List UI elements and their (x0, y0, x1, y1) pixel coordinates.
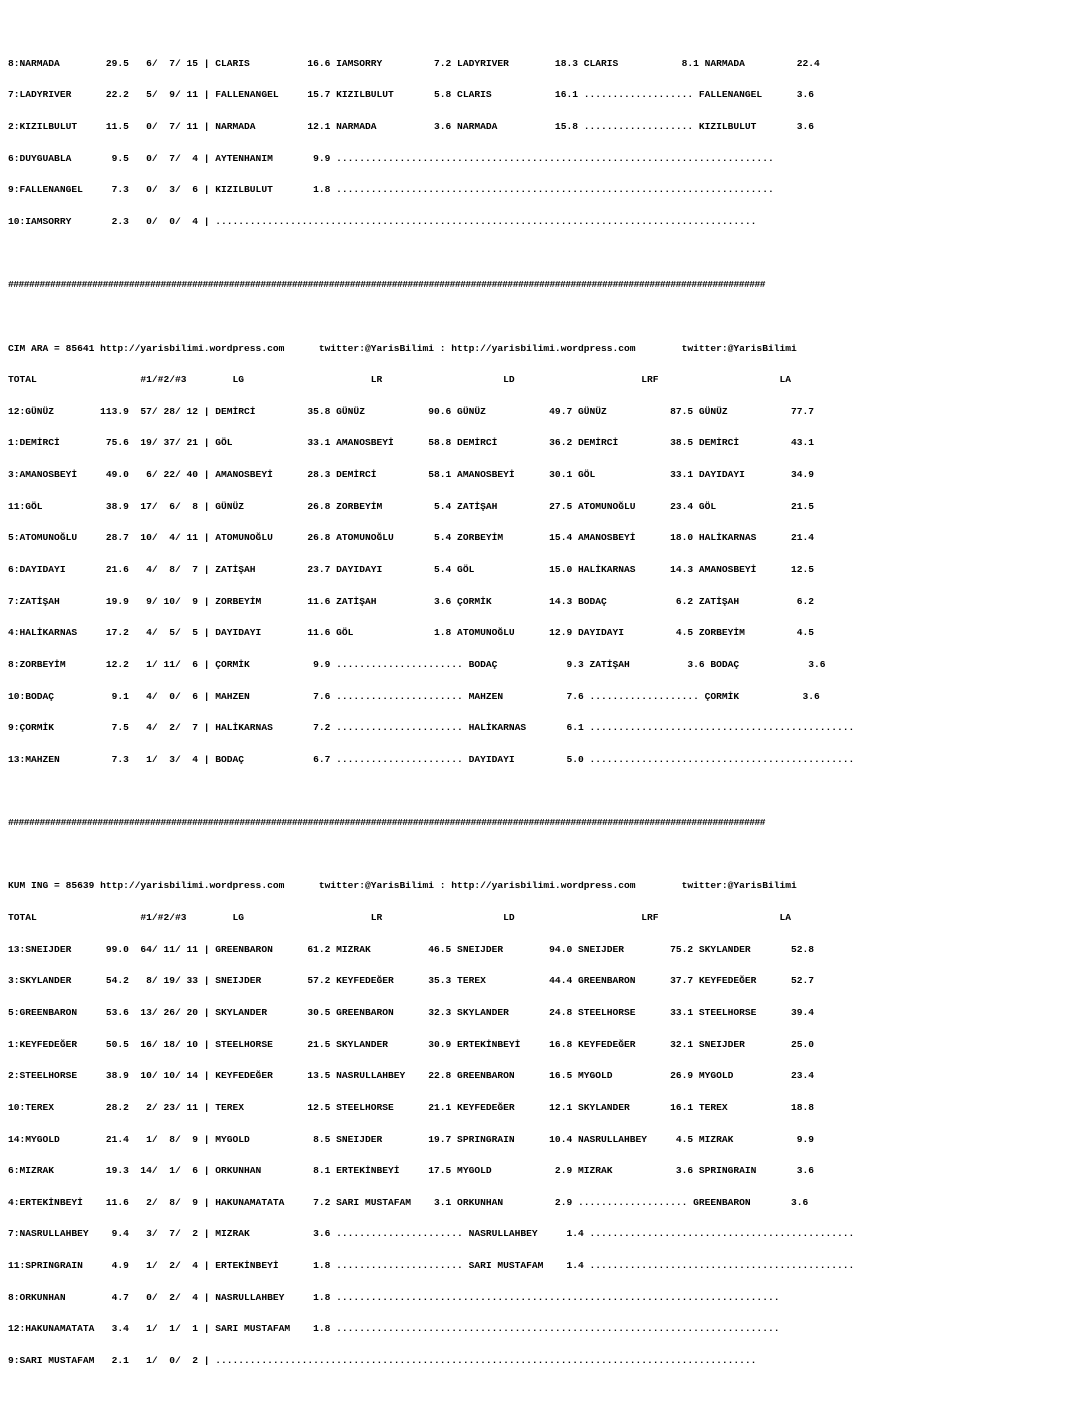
result-line: 10:IAMSORRY 2.3 0/ 0/ 4 | .............................................................................................. (8, 215, 757, 227)
result-line: 2:KIZILBULUT 11.5 0/ 7/ 11 | NARMADA 12.1 NARMADA 3.6 NARMADA 15.8 ................... KIZILBULUT 3.6 (8, 121, 815, 133)
race-header: CIM ARA = 85641 http://yarisbilimi.wordpress.com twitter:@YarisBilimi : http://yarisbilimi.wordpress.com twitter:@YarisBilimi (8, 342, 797, 354)
result-line: 14:MYGOLD 21.4 1/ 8/ 9 | MYGOLD 8.5 SNEIJDER 19.7 SPRINGRAIN 10.4 NASRULLAHBEY 4.5 MIZRAK 9.9 (8, 1133, 815, 1145)
result-line: 13:MAHZEN 7.3 1/ 3/ 4 | BODAÇ 6.7 ...................... DAYIDAYI 5.0 .............................................. (8, 753, 855, 765)
result-line: 5:ATOMUNOĞLU 28.7 10/ 4/ 11 | ATOMUNOĞLU 26.8 ATOMUNOĞLU 5.4 ZORBEYİM 15.4 AMANOSBEYİ 18.0 HALİKARNAS 21.4 (8, 532, 815, 544)
result-line: 10:TEREX 28.2 2/ 23/ 11 | TEREX 12.5 STEELHORSE 21.1 KEYFEDEĞER 12.1 SKYLANDER 16.1 TEREX 18.8 (8, 1101, 815, 1113)
result-line: 3:SKYLANDER 54.2 8/ 19/ 33 | SNEIJDER 57.2 KEYFEDEĞER 35.3 TEREX 44.4 GREENBARON 37.7 KEYFEDEĞER 52.7 (8, 975, 815, 987)
result-line: 9:ÇORMİK 7.5 4/ 2/ 7 | HALİKARNAS 7.2 ...................... HALİKARNAS 6.1 .............................................. (8, 722, 855, 734)
result-line: 7:ZATİŞAH 19.9 9/ 10/ 9 | ZORBEYİM 11.6 ZATİŞAH 3.6 ÇORMİK 14.3 BODAÇ 6.2 ZATİŞAH 6.2 (8, 595, 815, 607)
result-line: 1:DEMİRCİ 75.6 19/ 37/ 21 | GÖL 33.1 AMANOSBEYİ 58.8 DEMİRCİ 36.2 DEMİRCİ 38.5 DEMİRCİ 43.1 (8, 437, 815, 449)
section-kum-ing (8, 860, 1077, 1387)
result-line: 9:FALLENANGEL 7.3 0/ 3/ 6 | KIZILBULUT 1.8 ............................................................................ (8, 184, 774, 196)
result-line: 8:ORKUNHAN 4.7 0/ 2/ 4 | NASRULLAHBEY 1.8 ............................................................................. (8, 1291, 780, 1303)
result-line: 12:GÜNÜZ 113.9 57/ 28/ 12 | DEMİRCİ 35.8 GÜNÜZ 90.6 GÜNÜZ 49.7 GÜNÜZ 87.5 GÜNÜZ 77.7 (8, 405, 815, 417)
section-top-results (8, 38, 1077, 249)
result-line: 3:AMANOSBEYİ 49.0 6/ 22/ 40 | AMANOSBEYİ 28.3 DEMİRCİ 58.1 AMANOSBEYİ 30.1 GÖL 33.1 DAYIDAYI 34.9 (8, 469, 815, 481)
result-line: 2:STEELHORSE 38.9 10/ 10/ 14 | KEYFEDEĞER 13.5 NASRULLAHBEY 22.8 GREENBARON 16.5 MYGOLD 26.9 MYGOLD 23.4 (8, 1070, 815, 1082)
result-line: 8:ZORBEYİM 12.2 1/ 11/ 6 | ÇORMİK 9.9 ...................... BODAÇ 9.3 ZATİŞAH 3.6 BODAÇ 3.6 (8, 658, 826, 670)
result-line: 6:MIZRAK 19.3 14/ 1/ 6 | ORKUNHAN 8.1 ERTEKİNBEYİ 17.5 MYGOLD 2.9 MIZRAK 3.6 SPRINGRAIN 3.6 (8, 1165, 815, 1177)
result-line: 9:SARI MUSTAFAM 2.1 1/ 0/ 2 | .............................................................................................. (8, 1355, 757, 1366)
race-header: KUM ING = 85639 http://yarisbilimi.wordpress.com twitter:@YarisBilimi : http://yarisbilimi.wordpress.com twitter:@YarisBilimi (8, 880, 797, 892)
separator-line: ################################################################################################################################################ (8, 817, 766, 829)
result-line: 5:GREENBARON 53.6 13/ 26/ 20 | SKYLANDER 30.5 GREENBARON 32.3 SKYLANDER 24.8 STEELHORSE 33.1 STEELHORSE 39.4 (8, 1006, 815, 1018)
result-line: 6:DUYGUABLA 9.5 0/ 7/ 4 | AYTENHANIM 9.9 ............................................................................ (8, 152, 774, 164)
result-line: 6:DAYIDAYI 21.6 4/ 8/ 7 | ZATİŞAH 23.7 DAYIDAYI 5.4 GÖL 15.0 HALİKARNAS 14.3 AMANOSBEYİ 12.5 (8, 563, 815, 575)
result-line: 8:NARMADA 29.5 6/ 7/ 15 | CLARIS 16.6 IAMSORRY 7.2 LADYRIVER 18.3 CLARIS 8.1 NARMADA 22.4 (8, 57, 820, 69)
result-line: 7:NASRULLAHBEY 9.4 3/ 7/ 2 | MIZRAK 3.6 ...................... NASRULLAHBEY 1.4 .............................................. (8, 1228, 855, 1240)
result-line: 12:HAKUNAMATATA 3.4 1/ 1/ 1 | SARI MUSTAFAM 1.8 ............................................................................. (8, 1323, 780, 1335)
column-headers: TOTAL #1/#2/#3 LG LR LD LRF LA (8, 912, 791, 924)
result-line: 13:SNEIJDER 99.0 64/ 11/ 11 | GREENBARON 61.2 MIZRAK 46.5 SNEIJDER 94.0 SNEIJDER 75.2 SKYLANDER 52.8 (8, 943, 815, 955)
separator-line: ################################################################################################################################################ (8, 279, 766, 291)
result-line: 11:SPRINGRAIN 4.9 1/ 2/ 4 | ERTEKİNBEYİ 1.8 ...................... SARI MUSTAFAM 1.4 .............................................. (8, 1260, 855, 1272)
column-headers: TOTAL #1/#2/#3 LG LR LD LRF LA (8, 374, 791, 386)
result-line: 11:GÖL 38.9 17/ 6/ 8 | GÜNÜZ 26.8 ZORBEYİM 5.4 ZATİŞAH 27.5 ATOMUNOĞLU 23.4 GÖL 21.5 (8, 500, 815, 512)
result-line: 4:HALİKARNAS 17.2 4/ 5/ 5 | DAYIDAYI 11.6 GÖL 1.8 ATOMUNOĞLU 12.9 DAYIDAYI 4.5 ZORBEYİM 4.5 (8, 627, 815, 639)
result-line: 10:BODAÇ 9.1 4/ 0/ 6 | MAHZEN 7.6 ...................... MAHZEN 7.6 ................... ÇORMİK 3.6 (8, 690, 820, 702)
result-line: 1:KEYFEDEĞER 50.5 16/ 18/ 10 | STEELHORSE 21.5 SKYLANDER 30.9 ERTEKİNBEYİ 16.8 KEYFEDEĞER 32.1 SNEIJDER 25.0 (8, 1038, 815, 1050)
result-line: 7:LADYRIVER 22.2 5/ 9/ 11 | FALLENANGEL 15.7 KIZILBULUT 5.8 CLARIS 16.1 ................... FALLENANGEL 3.6 (8, 89, 815, 101)
result-line: 4:ERTEKİNBEYİ 11.6 2/ 8/ 9 | HAKUNAMATATA 7.2 SARI MUSTAFAM 3.1 ORKUNHAN 2.9 ................... GREENBARON 3.6 (8, 1196, 809, 1208)
section-cim-ara (8, 322, 1077, 786)
